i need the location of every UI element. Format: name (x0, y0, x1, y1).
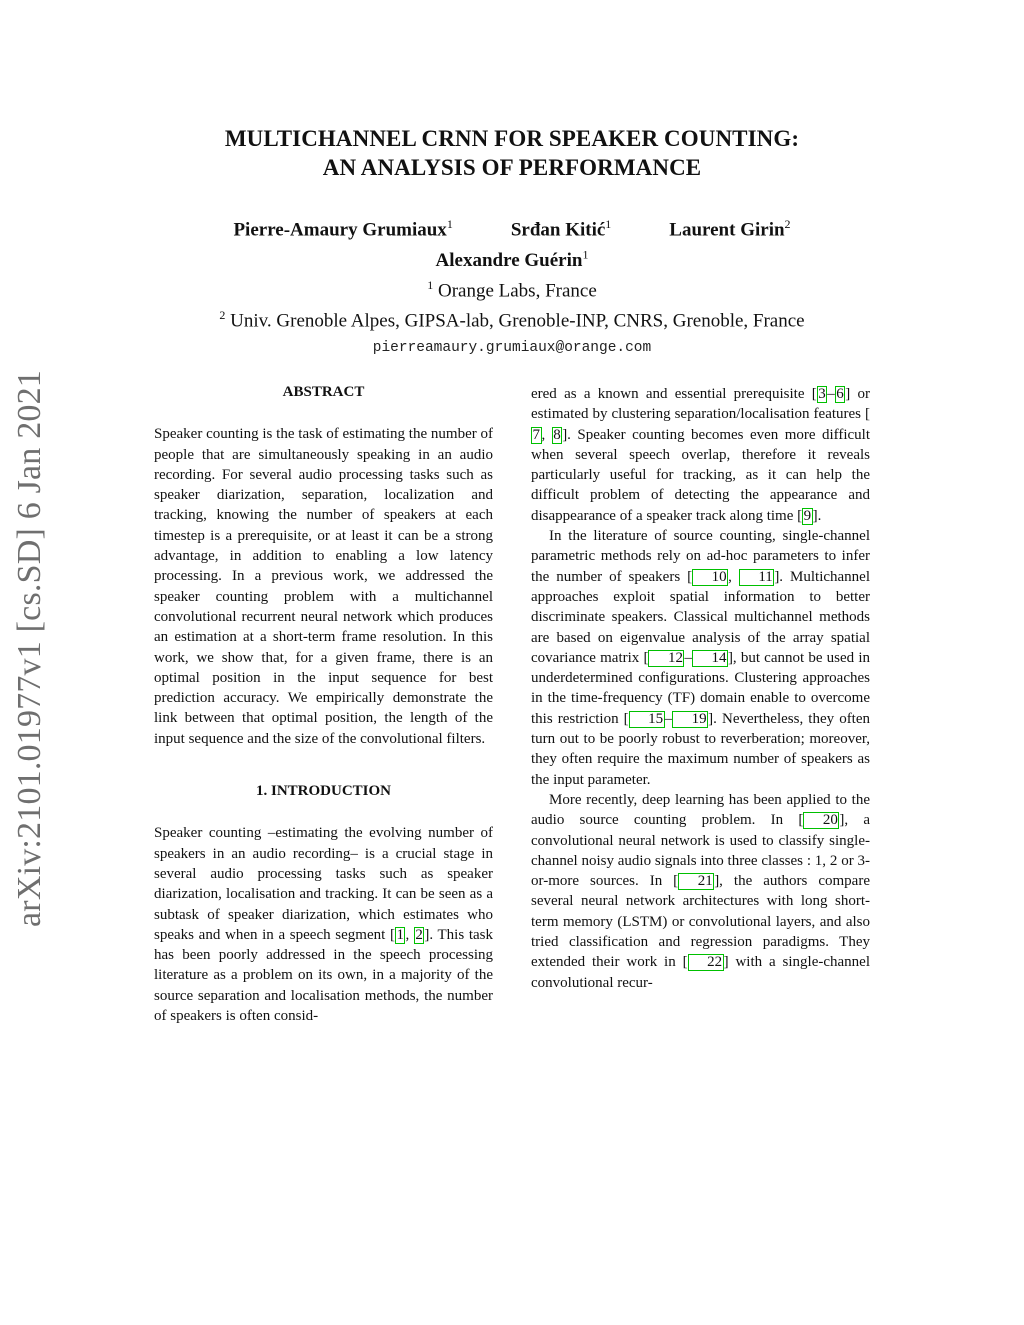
affiliation-1: $^1$ Orange Labs, France (427, 277, 597, 301)
affiliation-2: $^2$ Univ. Grenoble Alpes, GIPSA-lab, Grenoble-INP, CNRS, Grenoble, France (219, 307, 805, 332)
intro-paragraph-1: Speaker counting –estimating the evolving number of speakers in an audio recording– is a crucial stage in several audio processing tasks such as speaker diarization, localisation and tracking. It can be seen as a subtask of speaker diarization, which estimates who speaks and when in a speech segment [ 1 , 2 ]. This task has been poorly addressed in the speech processing literature as a problem on its own, in a majority of the source separation and localisation methods, the number of speakers is often consid- (154, 825, 494, 1025)
author-row (100, 212, 924, 242)
author-email[interactable]: pierreamaury.grumiaux@orange.com (372, 340, 652, 357)
citation-link[interactable]: 22 (688, 954, 724, 971)
title-line-1: MULTICHANNEL CRNN FOR SPEAKER COUNTING: (224, 126, 800, 151)
citation-link[interactable]: 12 (648, 650, 684, 667)
citation-link[interactable]: 15 (629, 711, 665, 728)
citation-link[interactable]: 14 (692, 650, 728, 667)
citation-link[interactable]: 2 (415, 926, 423, 943)
author-block (100, 212, 924, 360)
introduction-heading: 1. INTRODUCTION (255, 783, 391, 800)
right-column (531, 384, 870, 993)
title-line-2: AN ANALYSIS OF PERFORMANCE (322, 155, 702, 180)
citation-link[interactable]: 3 (818, 386, 826, 402)
abstract-heading: ABSTRACT (282, 384, 365, 400)
right-paragraph-3: More recently, deep learning has been applied to the audio source counting problem. In [ 20 ], a convolutional neural network is used to classify single-channel noisy audio signals into three classes : 1, 2 or 3-or-more sources. In [ 21 ], the authors compare several neural network architectures with long short-term memory (LSTM) or convolutional layers, and also tried classification and regression paradigms. They extended their work in [ 22 ] with a single-channel convolutional recur- (531, 791, 870, 991)
citation-link[interactable]: 6 (836, 386, 844, 402)
citation-link[interactable]: 21 (678, 873, 714, 890)
citation-link[interactable]: 10 (692, 569, 728, 586)
citation-link[interactable]: 11 (739, 569, 774, 586)
paper-title (100, 124, 924, 182)
right-paragraph-1: ered as a known and essential prerequisite [ 3 – 6 ] or estimated by clustering separation/localisation features [7 , 8 ]. Speaker counting becomes even more difficult when several speech overlap, therefore it reveals particularly useful for tracking, as it can help the difficult problem of detecting the appearance and disappearance of a speaker track along time [ 9 ]. (531, 386, 870, 524)
arxiv-side-label[interactable]: arXiv:2101.01977v1 [cs.SD] 6 Jan 2021 (11, 369, 48, 927)
abstract-text: Speaker counting is the task of estimating the number of people that are simultaneously speaking in an audio recording. For several audio processing tasks such as speaker diarization, separation, localization and tracking, knowing the number of speakers at each timestep is a prerequisite, or at least it can be a strong advantage, in addition to enabling a low latency processing. In a previous work, we addressed the speaker counting problem with a multichannel convolutional recurrent neural network which produces an estimation at a short-term frame resolution. In this work, we show that, for a given frame, there is an optimal position in the input sequence for best prediction accuracy. We empirically demonstrate the link between that optimal position, the length of the input sequence and the size of the convolutional filters. (154, 426, 493, 747)
citation-link[interactable]: 8 (553, 426, 561, 443)
author-4: Alexandre Guérin$^1$ (435, 247, 589, 271)
author-3: Laurent Girin$^2$ (669, 217, 791, 241)
author-2: Srđan Kitić$^1$ (510, 217, 612, 241)
author-row-2 (100, 242, 924, 272)
author-1: Pierre-Amaury Grumiaux$^1$ (233, 217, 453, 241)
citation-link[interactable]: 7 (532, 426, 540, 443)
right-paragraph-2: In the literature of source counting, single-channel parametric methods rely on ad-hoc parameters to infer the number of speakers [ 10 , 11 ]. Multichannel approaches exploit spatial information to better discriminate speakers. Classical multichannel methods are based on eigenvalue analysis of the array spatial covariance matrix [ 12 – 14 ], but cannot be used in underdetermined configurations. Clustering approaches in the time-frequency (TF) domain enable to overcome this restriction [ 15 – 19 ]. Nevertheless, they often turn out to be poorly robust to reverberation; moreover, they often require the maximum number of speakers as the input parameter. (531, 528, 871, 788)
citation-link[interactable]: 9 (803, 507, 812, 524)
citation-link[interactable]: 20 (803, 812, 839, 829)
citation-link[interactable]: 19 (672, 711, 708, 728)
left-column (154, 382, 493, 1026)
citation-link[interactable]: 1 (396, 926, 404, 943)
